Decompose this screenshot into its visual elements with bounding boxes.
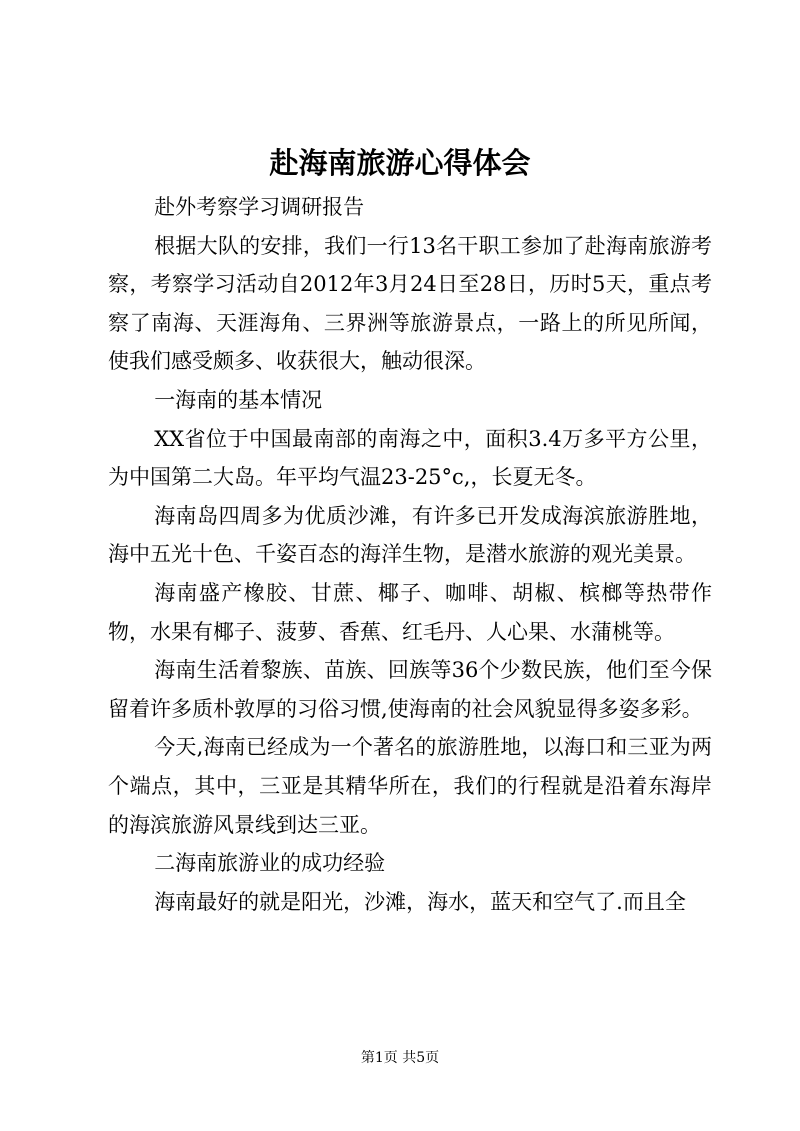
page-footer: 第1页 共5页 bbox=[360, 1050, 440, 1066]
document-body bbox=[108, 188, 712, 921]
section-heading: 二海南旅游业的成功经验 bbox=[154, 851, 386, 876]
document-title: 赴海南旅游心得体会 bbox=[269, 146, 531, 180]
paragraph: XX省位于中国最南部的南海之中，面积3.4万多平方公里，为中国第二大岛。年平均气温23-25°c,，长夏无冬。 bbox=[108, 426, 712, 490]
paragraph: 今天,海南已经成为一个著名的旅游胜地，以海口和三亚为两个端点，其中，三亚是其精华所在，我们的行程就是沿着东海岸的海滨旅游风景线到达三亚。 bbox=[108, 735, 712, 837]
paragraph: 海南盛产橡胶、甘蔗、椰子、咖啡、胡椒、槟榔等热带作物，水果有椰子、菠萝、香蕉、红毛丹、人心果、水蒲桃等。 bbox=[108, 580, 712, 644]
paragraph: 根据大队的安排，我们一行13名干职工参加了赴海南旅游考察，考察学习活动自2012年3月24日至28日，历时5天，重点考察了南海、天涯海角、三界洲等旅游景点，一路上的所见所闻，使我们感受颇多、收获很大，触动很深。 bbox=[108, 233, 712, 374]
section-heading: 一海南的基本情况 bbox=[154, 387, 323, 412]
paragraph: 海南岛四周多为优质沙滩，有许多已开发成海滨旅游胜地，海中五光十色、千姿百态的海洋生物，是潜水旅游的观光美景。 bbox=[108, 503, 712, 567]
paragraph: 海南最好的就是阳光，沙滩，海水，蓝天和空气了.而且全 bbox=[154, 889, 686, 914]
paragraph-subtitle: 赴外考察学习调研报告 bbox=[154, 195, 365, 219]
paragraph: 海南生活着黎族、苗族、回族等36个少数民族，他们至今保留着许多质朴敦厚的习俗习惯,使海南的社会风貌显得多姿多彩。 bbox=[108, 658, 712, 721]
